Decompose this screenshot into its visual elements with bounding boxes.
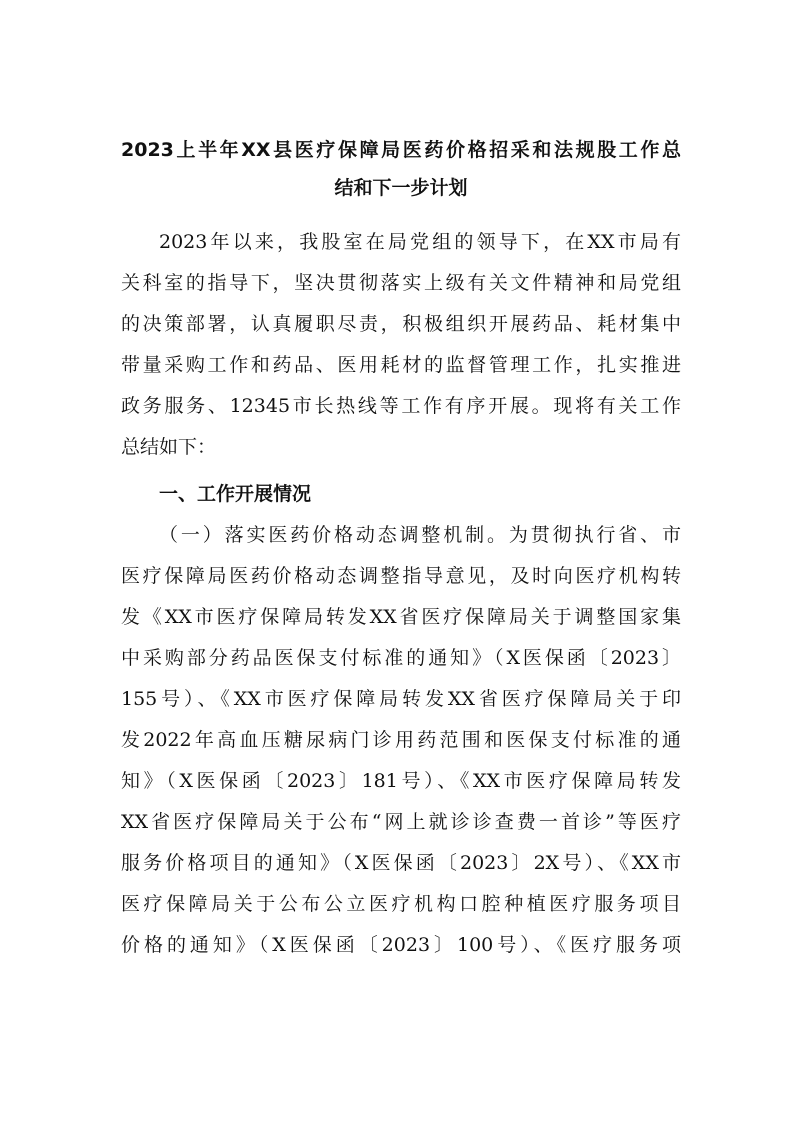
- paragraph-line: 155号）、《XX市医疗保障局转发XX省医疗保障局关于印: [121, 688, 681, 710]
- paragraph-line: 医疗保障局关于公布公立医疗机构口腔种植医疗服务项目: [121, 893, 681, 915]
- paragraph-line: XX省医疗保障局关于公布“网上就诊诊查费一首诊”等医疗: [121, 811, 681, 833]
- paragraph-line: 2023年以来，我股室在局党组的领导下，在XX市局有: [159, 231, 681, 253]
- paragraph-line: 服务价格项目的通知》（X医保函〔2023〕2X号）、《XX市: [121, 852, 681, 874]
- paragraph-line: 发《XX市医疗保障局转发XX省医疗保障局关于调整国家集: [121, 606, 681, 628]
- paragraph-line: 发2022年高血压糖尿病门诊用药范围和医保支付标准的通: [121, 729, 681, 751]
- paragraph-line: 价格的通知》（X医保函〔2023〕100号）、《医疗服务项: [121, 934, 681, 956]
- paragraph-line: 的决策部署，认真履职尽责，积极组织开展药品、耗材集中: [121, 313, 681, 335]
- document-title-line-2: 结和下一步计划: [334, 177, 468, 199]
- paragraph-line: 知》（X医保函〔2023〕181号）、《XX市医疗保障局转发: [121, 770, 681, 792]
- paragraph-line: （一）落实医药价格动态调整机制。为贯彻执行省、市: [159, 524, 681, 546]
- section-heading: 一、工作开展情况: [159, 483, 312, 505]
- paragraph-line: 中采购部分药品医保支付标准的通知》（X医保函〔2023〕: [121, 647, 681, 669]
- document-body: [121, 222, 681, 966]
- paragraph-line: 政务服务、12345市长热线等工作有序开展。现将有关工作: [121, 395, 681, 417]
- paragraph-line: 医疗保障局医药价格动态调整指导意见，及时向医疗机构转: [121, 565, 681, 587]
- document-title-line-1: 2023上半年XX县医疗保障局医药价格招采和法规股工作总: [121, 139, 681, 161]
- paragraph-line: 带量采购工作和药品、医用耗材的监督管理工作，扎实推进: [121, 354, 681, 376]
- paragraph-line: 关科室的指导下，坚决贯彻落实上级有关文件精神和局党组: [121, 272, 681, 294]
- paragraph-line: 总结如下：: [121, 436, 217, 458]
